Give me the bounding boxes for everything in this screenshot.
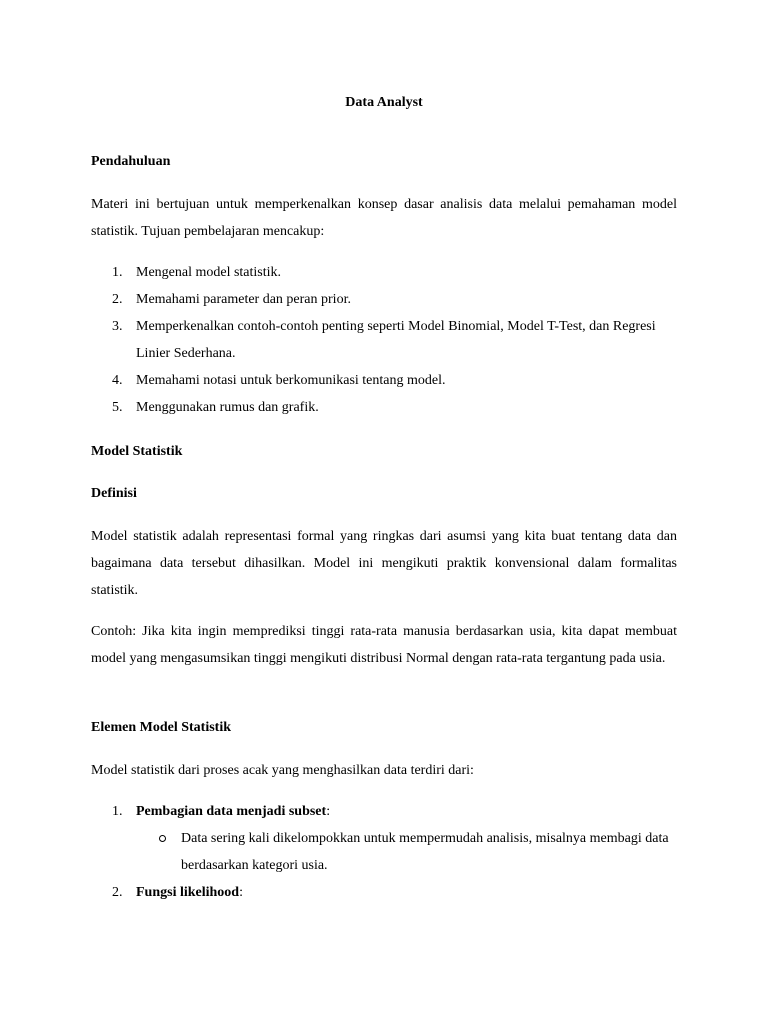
sub-list-item	[136, 825, 677, 879]
list-item	[91, 313, 677, 367]
list-item-suffix: :	[239, 885, 243, 900]
list-number: 3.	[112, 319, 123, 334]
definition-paragraph: Model statistik adalah representasi formal yang ringkas dari asumsi yang kita buat tentang data dan bagaimana data tersebut dihasilkan. Model ini mengikuti praktik konvensional dalam formalitas statistik.	[91, 529, 677, 598]
heading-pendahuluan: Pendahuluan	[91, 154, 171, 169]
list-item-text: Mengenal model statistik.	[136, 265, 282, 280]
document-title: Data Analyst	[345, 95, 423, 110]
list-number: 1.	[112, 265, 123, 280]
list-item-suffix: :	[326, 804, 331, 819]
list-item	[91, 259, 677, 286]
list-item	[91, 798, 677, 879]
hollow-bullet-icon	[159, 835, 166, 842]
list-item	[91, 367, 677, 394]
list-number: 5.	[112, 400, 123, 415]
heading-model-statistik: Model Statistik	[91, 444, 183, 459]
list-number: 1.	[112, 804, 123, 819]
heading-elemen-model-statistik: Elemen Model Statistik	[91, 720, 231, 735]
example-paragraph: Contoh: Jika kita ingin memprediksi tinggi rata-rata manusia berdasarkan usia, kita dapat membuat model yang mengasumsikan tinggi mengikuti distribusi Normal dengan rata-rata tergantung pada usia.	[91, 624, 677, 666]
heading-definisi: Definisi	[91, 486, 137, 501]
list-item	[91, 286, 677, 313]
list-number: 4.	[112, 373, 123, 388]
list-item-label: Pembagian data menjadi subset	[136, 804, 327, 819]
list-item-text: Menggunakan rumus dan grafik.	[136, 400, 319, 415]
elements-intro-paragraph: Model statistik dari proses acak yang menghasilkan data terdiri dari:	[91, 763, 474, 778]
list-number: 2.	[112, 292, 123, 307]
sub-list-item-text: Data sering kali dikelompokkan untuk mempermudah analisis, misalnya membagi data berdasarkan kategori usia.	[181, 831, 669, 873]
goals-list	[91, 259, 677, 421]
sub-list	[136, 825, 677, 879]
list-item	[91, 879, 677, 906]
list-item-text: Memperkenalkan contoh-contoh penting seperti Model Binomial, Model T-Test, dan Regresi Linier Sederhana.	[136, 319, 656, 361]
list-number: 2.	[112, 885, 123, 900]
list-item-text: Memahami notasi untuk berkomunikasi tentang model.	[136, 373, 446, 388]
list-item	[91, 394, 677, 421]
intro-paragraph: Materi ini bertujuan untuk memperkenalkan konsep dasar analisis data melalui pemahaman model statistik. Tujuan pembelajaran mencakup:	[91, 197, 677, 239]
elements-list	[91, 798, 677, 906]
list-item-text: Memahami parameter dan peran prior.	[136, 292, 351, 307]
list-item-label: Fungsi likelihood	[136, 885, 240, 900]
